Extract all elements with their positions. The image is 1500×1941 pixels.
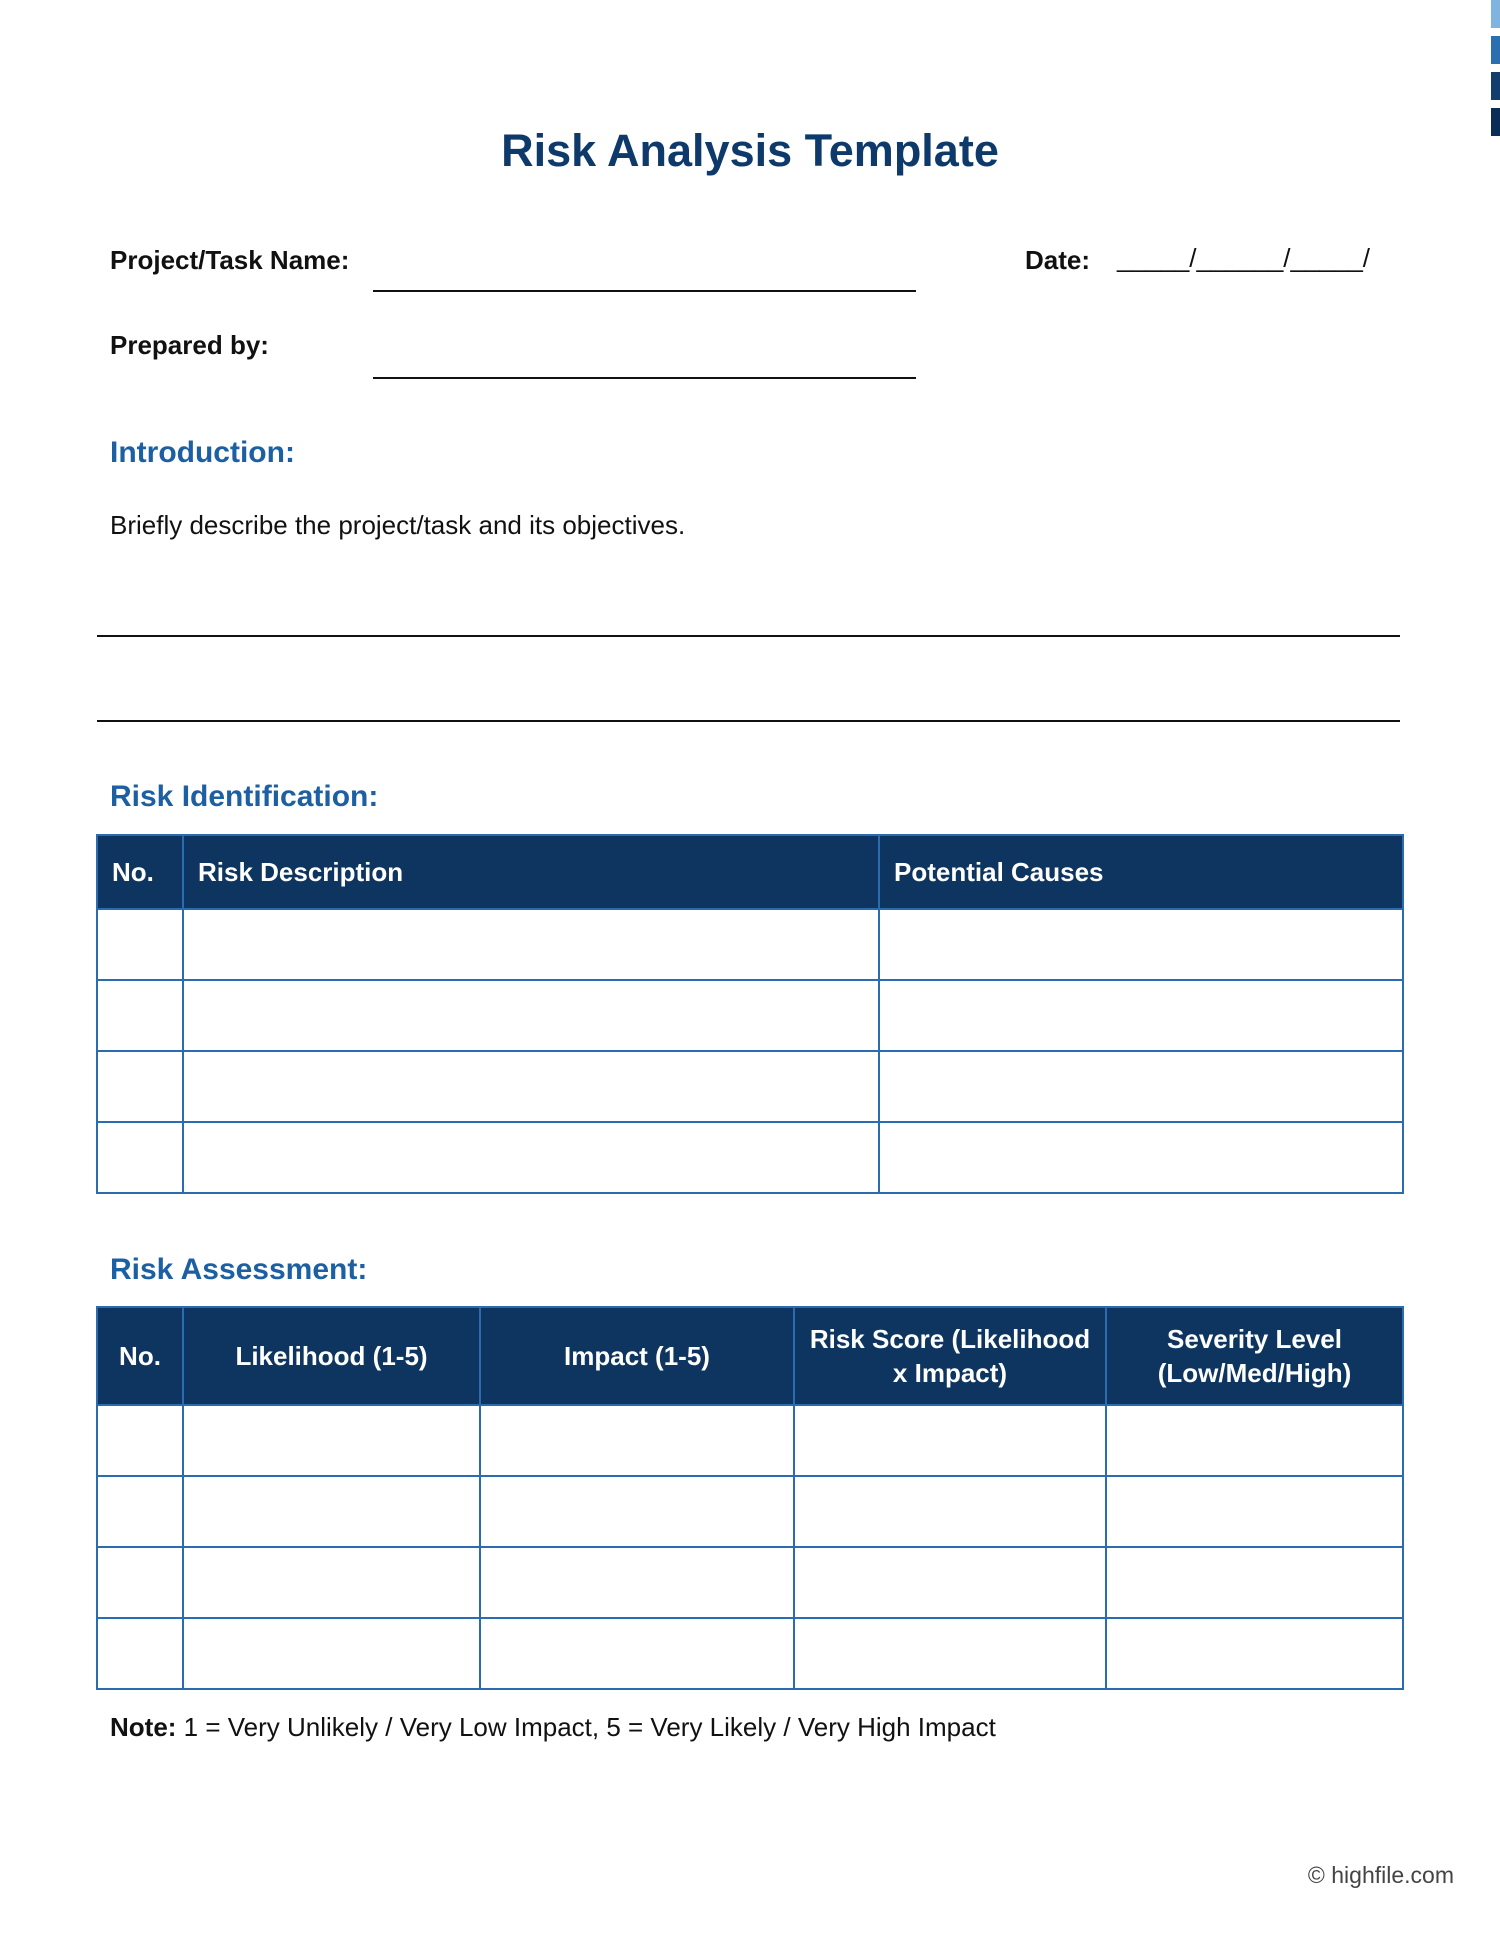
project-name-label: Project/Task Name: [110, 245, 350, 275]
table-header-row [97, 835, 1403, 909]
cell-risk-description[interactable] [183, 980, 879, 1051]
copyright-footer: © highfile.com [1307, 1862, 1454, 1888]
cell-severity-level[interactable] [1106, 1476, 1403, 1547]
cell-impact[interactable] [480, 1618, 794, 1689]
table-header-row [97, 1307, 1403, 1405]
column-header-no: No. [97, 1307, 183, 1405]
column-header-potential-causes: Potential Causes [879, 835, 1403, 909]
table-row [97, 1405, 1403, 1476]
cell-impact[interactable] [480, 1476, 794, 1547]
introduction-instructions: Briefly describe the project/task and its objectives. [110, 510, 686, 540]
column-header-impact: Impact (1-5) [480, 1307, 794, 1405]
introduction-line-1[interactable] [97, 635, 1400, 637]
project-name-field[interactable] [373, 290, 916, 292]
cell-risk-score[interactable] [794, 1405, 1106, 1476]
column-header-severity-level: Severity Level (Low/Med/High) [1106, 1307, 1403, 1405]
prepared-by-field[interactable] [373, 377, 916, 379]
cell-no[interactable] [97, 1122, 183, 1193]
cell-risk-description[interactable] [183, 1122, 879, 1193]
table-row [97, 1051, 1403, 1122]
cell-potential-causes[interactable] [879, 1051, 1403, 1122]
introduction-heading: Introduction: [110, 436, 295, 469]
page-title: Risk Analysis Template [501, 125, 999, 176]
cell-no[interactable] [97, 1547, 183, 1618]
column-header-risk-description: Risk Description [183, 835, 879, 909]
decor-bar-3 [1491, 72, 1500, 100]
cell-risk-score[interactable] [794, 1618, 1106, 1689]
column-header-no: No. [97, 835, 183, 909]
cell-likelihood[interactable] [183, 1476, 480, 1547]
scale-note [110, 1712, 996, 1743]
cell-no[interactable] [97, 1618, 183, 1689]
cell-severity-level[interactable] [1106, 1618, 1403, 1689]
cell-potential-causes[interactable] [879, 1122, 1403, 1193]
cell-no[interactable] [97, 1405, 183, 1476]
prepared-by-label: Prepared by: [110, 330, 269, 360]
cell-likelihood[interactable] [183, 1618, 480, 1689]
table-row [97, 980, 1403, 1051]
cell-impact[interactable] [480, 1405, 794, 1476]
table-row [97, 1547, 1403, 1618]
note-label: Note: [110, 1712, 177, 1742]
introduction-line-2[interactable] [97, 720, 1400, 722]
cell-risk-description[interactable] [183, 1051, 879, 1122]
decor-bar-2 [1491, 36, 1500, 64]
column-header-risk-score: Risk Score (Likelihood x Impact) [794, 1307, 1106, 1405]
cell-risk-score[interactable] [794, 1547, 1106, 1618]
cell-no[interactable] [97, 1476, 183, 1547]
date-label: Date: [1025, 245, 1091, 275]
table-row [97, 909, 1403, 980]
table-row [97, 1122, 1403, 1193]
risk-identification-heading: Risk Identification: [110, 780, 379, 813]
cell-risk-description[interactable] [183, 909, 879, 980]
cell-potential-causes[interactable] [879, 980, 1403, 1051]
cell-no[interactable] [97, 909, 183, 980]
risk-assessment-table [96, 1306, 1404, 1690]
cell-likelihood[interactable] [183, 1547, 480, 1618]
cell-potential-causes[interactable] [879, 909, 1403, 980]
cell-impact[interactable] [480, 1547, 794, 1618]
decor-bar-1 [1491, 0, 1500, 28]
risk-assessment-heading: Risk Assessment: [110, 1253, 368, 1286]
cell-severity-level[interactable] [1106, 1547, 1403, 1618]
column-header-likelihood: Likelihood (1-5) [183, 1307, 480, 1405]
cell-no[interactable] [97, 980, 183, 1051]
cell-likelihood[interactable] [183, 1405, 480, 1476]
risk-identification-table [96, 834, 1404, 1194]
cell-risk-score[interactable] [794, 1476, 1106, 1547]
date-field[interactable]: _____/______/_____/ [1117, 243, 1371, 273]
table-row [97, 1476, 1403, 1547]
cell-no[interactable] [97, 1051, 183, 1122]
cell-severity-level[interactable] [1106, 1405, 1403, 1476]
note-text: 1 = Very Unlikely / Very Low Impact, 5 = Very Likely / Very High Impact [176, 1712, 996, 1742]
table-row [97, 1618, 1403, 1689]
